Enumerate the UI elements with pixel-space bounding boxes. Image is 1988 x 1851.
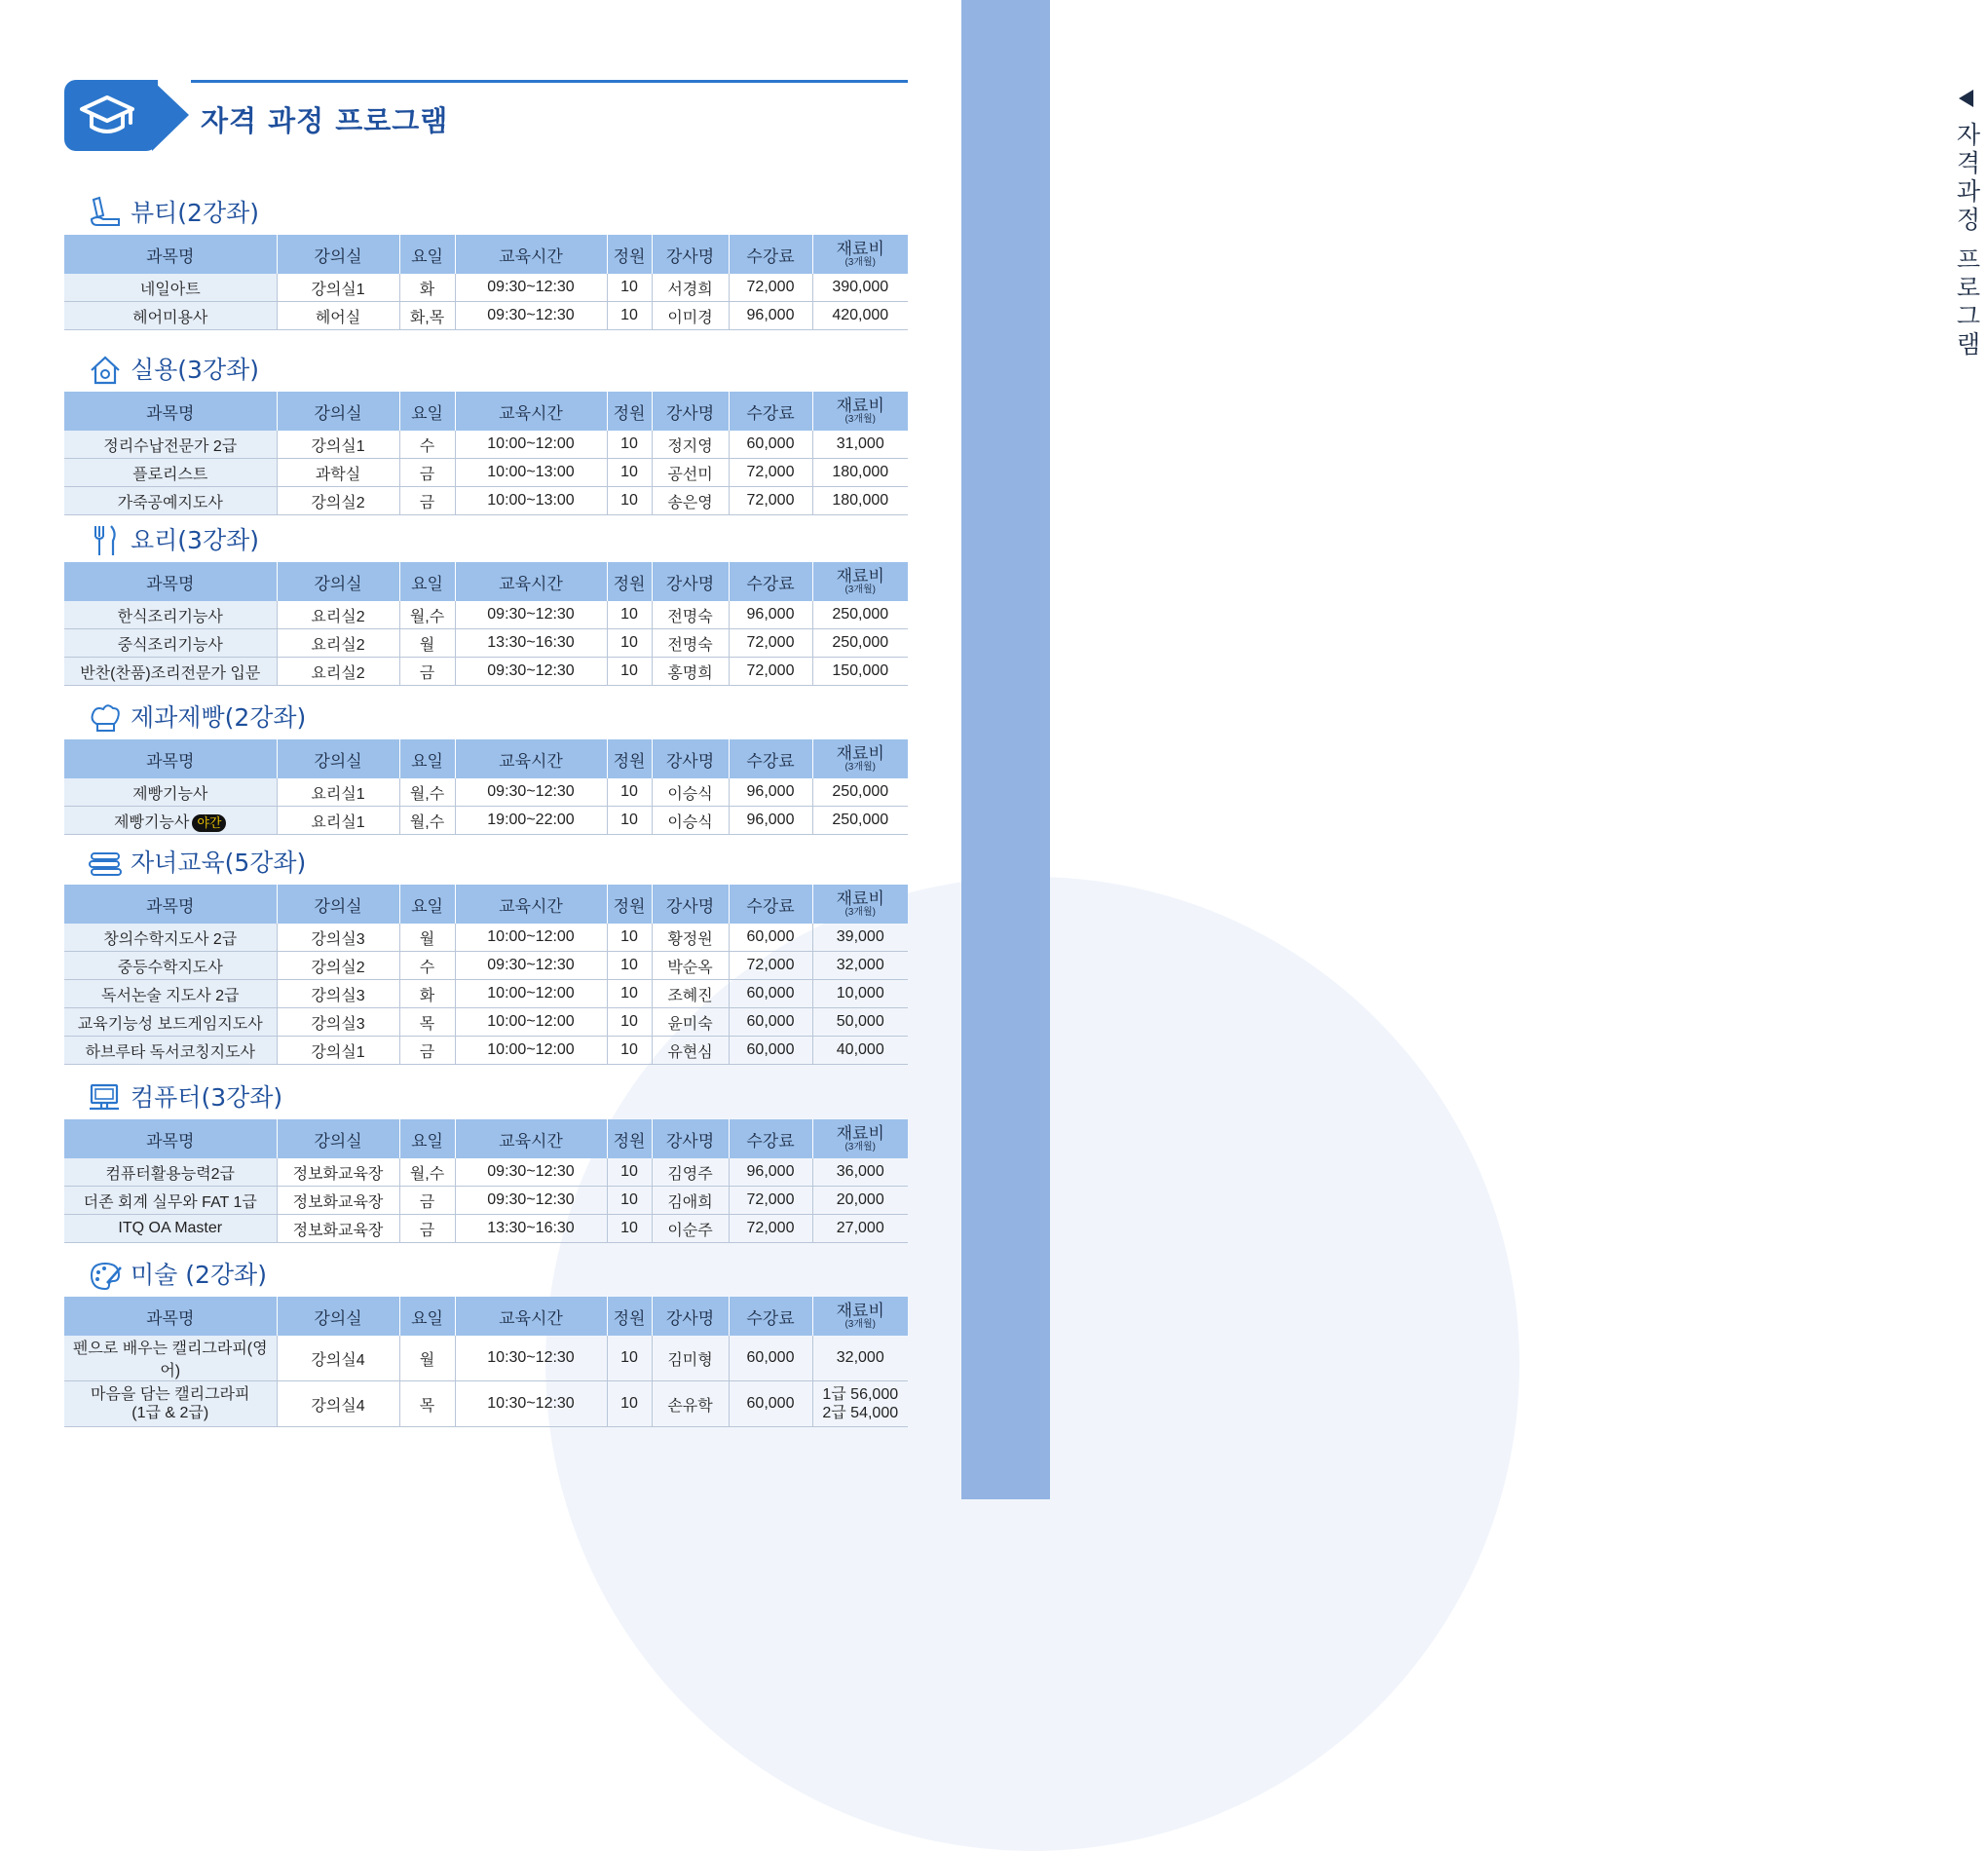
cell-time: 09:30~12:30 [455, 274, 607, 302]
cell-day: 수 [399, 431, 455, 459]
cell-material: 50,000 [812, 1008, 908, 1037]
column-header-material: 재료비 (3개월) [812, 562, 908, 601]
cell-room: 정보화교육장 [277, 1215, 399, 1243]
cell-room: 강의실1 [277, 274, 399, 302]
cell-room: 요리실2 [277, 658, 399, 686]
cell-capacity: 10 [607, 1008, 652, 1037]
cell-room: 강의실1 [277, 1037, 399, 1065]
cell-fee: 72,000 [729, 274, 812, 302]
course-table [64, 1297, 908, 1427]
cell-material: 250,000 [812, 601, 908, 629]
table-row [64, 1336, 908, 1381]
cell-day: 금 [399, 459, 455, 487]
cell-fee: 72,000 [729, 487, 812, 515]
cell-subject: 가죽공예지도사 [64, 487, 277, 515]
cell-subject: 컴퓨터활용능력2급 [64, 1158, 277, 1187]
cell-time: 09:30~12:30 [455, 952, 607, 980]
cell-capacity: 10 [607, 629, 652, 658]
column-header-capacity: 정원 [607, 235, 652, 274]
cell-material: 27,000 [812, 1215, 908, 1243]
cell-time: 10:30~12:30 [455, 1336, 607, 1381]
cell-material: 390,000 [812, 274, 908, 302]
cell-instructor: 송은영 [652, 487, 729, 515]
column-header-day: 요일 [399, 885, 455, 924]
column-header-fee: 수강료 [729, 235, 812, 274]
cell-subject: 창의수학지도사 2급 [64, 924, 277, 952]
course-section [64, 1077, 908, 1243]
section-heading [64, 1077, 908, 1119]
cell-subject: 하브루타 독서코칭지도사 [64, 1037, 277, 1065]
cell-day: 목 [399, 1381, 455, 1427]
column-header-time: 교육시간 [455, 885, 607, 924]
cell-room: 강의실1 [277, 431, 399, 459]
column-header-room: 강의실 [277, 885, 399, 924]
cell-day: 월,수 [399, 601, 455, 629]
cell-subject: 제빵기능사 야간 [64, 807, 277, 835]
side-tab-char: 자 [1956, 121, 1981, 149]
side-tab-char: 정 [1956, 206, 1981, 234]
column-header-fee: 수강료 [729, 562, 812, 601]
cell-time: 09:30~12:30 [455, 1187, 607, 1215]
cell-material: 20,000 [812, 1187, 908, 1215]
cell-subject: 헤어미용사 [64, 302, 277, 330]
column-header-room: 강의실 [277, 562, 399, 601]
side-tab-char: 과 [1956, 177, 1981, 206]
column-header-room: 강의실 [277, 739, 399, 778]
cell-instructor: 이순주 [652, 1215, 729, 1243]
column-header-time: 교육시간 [455, 235, 607, 274]
cell-day: 금 [399, 1037, 455, 1065]
page-title: 자격 과정 프로그램 [201, 104, 449, 137]
cell-instructor: 손유학 [652, 1381, 729, 1427]
cell-day: 화 [399, 274, 455, 302]
column-header-material: 재료비 (3개월) [812, 739, 908, 778]
cell-capacity: 10 [607, 807, 652, 835]
cell-fee: 60,000 [729, 924, 812, 952]
cell-material: 180,000 [812, 487, 908, 515]
cell-fee: 60,000 [729, 1037, 812, 1065]
table-header-row [64, 392, 908, 431]
table-row [64, 1037, 908, 1065]
triangle-left-icon [1959, 90, 1973, 107]
table-row [64, 1187, 908, 1215]
cell-fee: 96,000 [729, 807, 812, 835]
section-title: 제과제빵(2강좌) [131, 703, 307, 732]
column-header-capacity: 정원 [607, 739, 652, 778]
cell-time: 13:30~16:30 [455, 629, 607, 658]
cell-day: 화,목 [399, 302, 455, 330]
cell-time: 09:30~12:30 [455, 658, 607, 686]
cell-day: 수 [399, 952, 455, 980]
cell-subject: 마음을 담는 캘리그라피 (1급 & 2급) [64, 1381, 277, 1427]
cell-capacity: 10 [607, 1037, 652, 1065]
cell-capacity: 10 [607, 487, 652, 515]
cell-room: 정보화교육장 [277, 1158, 399, 1187]
cell-room: 요리실1 [277, 778, 399, 807]
cell-time: 09:30~12:30 [455, 778, 607, 807]
cell-capacity: 10 [607, 980, 652, 1008]
cell-fee: 96,000 [729, 1158, 812, 1187]
cell-subject: 네일아트 [64, 274, 277, 302]
cell-capacity: 10 [607, 459, 652, 487]
course-section [64, 192, 908, 330]
cell-fee: 72,000 [729, 629, 812, 658]
books-icon [88, 846, 123, 881]
column-header-room: 강의실 [277, 392, 399, 431]
cell-subject: 더존 회계 실무와 FAT 1급 [64, 1187, 277, 1215]
cell-material: 32,000 [812, 952, 908, 980]
cell-material: 150,000 [812, 658, 908, 686]
cell-day: 금 [399, 658, 455, 686]
cell-room: 과학실 [277, 459, 399, 487]
table-header-row [64, 1119, 908, 1158]
chef-hat-icon [88, 700, 123, 736]
header-badge-tip [152, 80, 189, 151]
cell-time: 10:00~12:00 [455, 924, 607, 952]
column-header-instructor: 강사명 [652, 739, 729, 778]
cell-day: 월,수 [399, 807, 455, 835]
table-row [64, 302, 908, 330]
cell-subject: 중식조리기능사 [64, 629, 277, 658]
table-row [64, 1008, 908, 1037]
cell-material: 420,000 [812, 302, 908, 330]
cell-time: 10:00~13:00 [455, 487, 607, 515]
course-section [64, 697, 908, 835]
course-section [64, 1254, 908, 1427]
column-header-material: 재료비 (3개월) [812, 1119, 908, 1158]
section-title: 컴퓨터(3강좌) [131, 1083, 283, 1112]
cell-capacity: 10 [607, 601, 652, 629]
cell-subject: 펜으로 배우는 캘리그라피(영어) [64, 1336, 277, 1381]
cell-instructor: 이승식 [652, 807, 729, 835]
cell-capacity: 10 [607, 274, 652, 302]
cell-room: 요리실2 [277, 601, 399, 629]
cell-subject: 반찬(찬품)조리전문가 입문 [64, 658, 277, 686]
cell-time: 13:30~16:30 [455, 1215, 607, 1243]
section-title: 뷰티(2강좌) [131, 199, 260, 227]
cell-capacity: 10 [607, 1215, 652, 1243]
table-row [64, 952, 908, 980]
table-row [64, 487, 908, 515]
side-tab-char: 프 [1956, 246, 1981, 274]
column-header-time: 교육시간 [455, 392, 607, 431]
cell-subject: 독서논술 지도사 2급 [64, 980, 277, 1008]
column-header-capacity: 정원 [607, 1119, 652, 1158]
cell-instructor: 전명숙 [652, 601, 729, 629]
cell-day: 금 [399, 487, 455, 515]
table-row [64, 601, 908, 629]
side-tab-char: 램 [1956, 330, 1981, 359]
column-header-day: 요일 [399, 1297, 455, 1336]
cell-capacity: 10 [607, 1336, 652, 1381]
cell-instructor: 김영주 [652, 1158, 729, 1187]
house-icon [88, 353, 123, 388]
cell-subject: 제빵기능사 [64, 778, 277, 807]
cell-capacity: 10 [607, 658, 652, 686]
cell-capacity: 10 [607, 778, 652, 807]
column-header-fee: 수강료 [729, 392, 812, 431]
table-row [64, 1215, 908, 1243]
column-header-day: 요일 [399, 739, 455, 778]
column-header-material: 재료비 (3개월) [812, 1297, 908, 1336]
header-badge [64, 80, 158, 151]
cell-fee: 60,000 [729, 1008, 812, 1037]
cell-material: 250,000 [812, 629, 908, 658]
column-header-subject: 과목명 [64, 1297, 277, 1336]
column-header-room: 강의실 [277, 1119, 399, 1158]
cell-room: 강의실3 [277, 1008, 399, 1037]
course-table [64, 235, 908, 330]
cell-day: 금 [399, 1187, 455, 1215]
cell-fee: 72,000 [729, 1187, 812, 1215]
table-row [64, 431, 908, 459]
cell-fee: 60,000 [729, 980, 812, 1008]
column-header-subject: 과목명 [64, 235, 277, 274]
cell-time: 10:30~12:30 [455, 1381, 607, 1427]
cell-material: 39,000 [812, 924, 908, 952]
column-header-instructor: 강사명 [652, 1119, 729, 1158]
course-table [64, 1119, 908, 1243]
cell-room: 요리실2 [277, 629, 399, 658]
cell-room: 강의실3 [277, 980, 399, 1008]
section-heading [64, 349, 908, 392]
cell-day: 금 [399, 1215, 455, 1243]
section-title: 실용(3강좌) [131, 356, 260, 384]
cell-material: 250,000 [812, 778, 908, 807]
cell-time: 10:00~12:00 [455, 1008, 607, 1037]
cell-day: 월 [399, 1336, 455, 1381]
table-header-row [64, 562, 908, 601]
header-rule [191, 80, 908, 83]
column-header-fee: 수강료 [729, 1119, 812, 1158]
cell-time: 09:30~12:30 [455, 1158, 607, 1187]
cell-material: 10,000 [812, 980, 908, 1008]
cell-instructor: 이미경 [652, 302, 729, 330]
column-header-fee: 수강료 [729, 885, 812, 924]
cell-instructor: 황정원 [652, 924, 729, 952]
column-header-instructor: 강사명 [652, 562, 729, 601]
cell-capacity: 10 [607, 952, 652, 980]
column-header-capacity: 정원 [607, 562, 652, 601]
side-tab[interactable] [961, 0, 1981, 1499]
section-heading [64, 1254, 908, 1297]
column-header-time: 교육시간 [455, 739, 607, 778]
cell-fee: 96,000 [729, 601, 812, 629]
cell-time: 09:30~12:30 [455, 601, 607, 629]
side-tab-char: 그 [1956, 302, 1981, 330]
palette-icon [88, 1258, 123, 1293]
column-header-time: 교육시간 [455, 562, 607, 601]
table-row [64, 658, 908, 686]
table-row [64, 980, 908, 1008]
cell-capacity: 10 [607, 924, 652, 952]
cell-instructor: 유현심 [652, 1037, 729, 1065]
table-header-row [64, 885, 908, 924]
table-row [64, 807, 908, 835]
cell-fee: 72,000 [729, 1215, 812, 1243]
column-header-day: 요일 [399, 235, 455, 274]
cell-subject: 중등수학지도사 [64, 952, 277, 980]
cell-material: 31,000 [812, 431, 908, 459]
cell-day: 화 [399, 980, 455, 1008]
column-header-subject: 과목명 [64, 739, 277, 778]
pen-hand-icon [88, 196, 123, 231]
table-row [64, 274, 908, 302]
column-header-subject: 과목명 [64, 885, 277, 924]
cell-fee: 60,000 [729, 1336, 812, 1381]
column-header-room: 강의실 [277, 1297, 399, 1336]
column-header-material: 재료비 (3개월) [812, 885, 908, 924]
section-heading [64, 519, 908, 562]
cell-fee: 72,000 [729, 658, 812, 686]
section-heading [64, 697, 908, 739]
column-header-fee: 수강료 [729, 1297, 812, 1336]
course-section [64, 519, 908, 686]
cell-room: 강의실2 [277, 952, 399, 980]
column-header-instructor: 강사명 [652, 235, 729, 274]
cell-subject: 플로리스트 [64, 459, 277, 487]
column-header-material: 재료비 (3개월) [812, 392, 908, 431]
cell-instructor: 서경희 [652, 274, 729, 302]
cell-subject: 한식조리기능사 [64, 601, 277, 629]
side-tab-char: 로 [1956, 274, 1981, 302]
cell-room: 요리실1 [277, 807, 399, 835]
cell-subject: 정리수납전문가 2급 [64, 431, 277, 459]
cell-subject: 교육기능성 보드게임지도사 [64, 1008, 277, 1037]
table-row [64, 629, 908, 658]
table-row [64, 778, 908, 807]
cell-instructor: 박순옥 [652, 952, 729, 980]
column-header-day: 요일 [399, 392, 455, 431]
cell-instructor: 정지영 [652, 431, 729, 459]
cell-time: 10:00~12:00 [455, 980, 607, 1008]
cell-instructor: 이승식 [652, 778, 729, 807]
cell-instructor: 전명숙 [652, 629, 729, 658]
cell-fee: 60,000 [729, 431, 812, 459]
cell-room: 강의실3 [277, 924, 399, 952]
cell-room: 강의실4 [277, 1336, 399, 1381]
column-header-room: 강의실 [277, 235, 399, 274]
column-header-subject: 과목명 [64, 562, 277, 601]
section-heading [64, 842, 908, 885]
cell-fee: 72,000 [729, 952, 812, 980]
cell-material: 32,000 [812, 1336, 908, 1381]
cell-material: 180,000 [812, 459, 908, 487]
table-header-row [64, 739, 908, 778]
course-table [64, 392, 908, 515]
column-header-capacity: 정원 [607, 1297, 652, 1336]
section-title: 자녀교육(5강좌) [131, 849, 307, 877]
cell-fee: 72,000 [729, 459, 812, 487]
column-header-capacity: 정원 [607, 392, 652, 431]
cell-instructor: 공선미 [652, 459, 729, 487]
table-header-row [64, 1297, 908, 1336]
table-row [64, 1158, 908, 1187]
side-tab-label [1949, 121, 1988, 359]
cell-room: 강의실2 [277, 487, 399, 515]
cell-material: 40,000 [812, 1037, 908, 1065]
section-title: 요리(3강좌) [131, 526, 260, 554]
cell-room: 헤어실 [277, 302, 399, 330]
cell-capacity: 10 [607, 1381, 652, 1427]
course-table [64, 885, 908, 1065]
section-title: 미술 (2강좌) [131, 1261, 267, 1289]
cell-day: 목 [399, 1008, 455, 1037]
cell-capacity: 10 [607, 431, 652, 459]
cell-capacity: 10 [607, 1158, 652, 1187]
cell-material: 250,000 [812, 807, 908, 835]
cell-fee: 60,000 [729, 1381, 812, 1427]
cell-time: 10:00~13:00 [455, 459, 607, 487]
table-row [64, 459, 908, 487]
cell-instructor: 김미형 [652, 1336, 729, 1381]
cell-subject: ITQ OA Master [64, 1215, 277, 1243]
cell-time: 09:30~12:30 [455, 302, 607, 330]
course-table [64, 562, 908, 686]
cell-time: 10:00~12:00 [455, 431, 607, 459]
cell-instructor: 홍명희 [652, 658, 729, 686]
column-header-instructor: 강사명 [652, 885, 729, 924]
column-header-day: 요일 [399, 1119, 455, 1158]
cell-capacity: 10 [607, 302, 652, 330]
cell-fee: 96,000 [729, 778, 812, 807]
column-header-material: 재료비 (3개월) [812, 235, 908, 274]
night-badge: 야간 [192, 814, 226, 832]
column-header-capacity: 정원 [607, 885, 652, 924]
cell-time: 19:00~22:00 [455, 807, 607, 835]
table-header-row [64, 235, 908, 274]
cell-material: 1급 56,000 2급 54,000 [812, 1381, 908, 1427]
cell-time: 10:00~12:00 [455, 1037, 607, 1065]
table-row [64, 924, 908, 952]
cell-room: 정보화교육장 [277, 1187, 399, 1215]
cell-instructor: 윤미숙 [652, 1008, 729, 1037]
table-row [64, 1381, 908, 1427]
course-table [64, 739, 908, 835]
computer-icon [88, 1080, 123, 1115]
side-tab-char: 격 [1956, 149, 1981, 177]
cell-material: 36,000 [812, 1158, 908, 1187]
cell-day: 월,수 [399, 1158, 455, 1187]
column-header-instructor: 강사명 [652, 392, 729, 431]
course-section [64, 842, 908, 1065]
course-section [64, 349, 908, 515]
fork-knife-icon [88, 523, 123, 558]
cell-capacity: 10 [607, 1187, 652, 1215]
section-heading [64, 192, 908, 235]
cell-day: 월 [399, 924, 455, 952]
graduation-cap-icon [76, 92, 138, 140]
cell-instructor: 김애희 [652, 1187, 729, 1215]
column-header-time: 교육시간 [455, 1119, 607, 1158]
column-header-time: 교육시간 [455, 1297, 607, 1336]
column-header-day: 요일 [399, 562, 455, 601]
cell-instructor: 조혜진 [652, 980, 729, 1008]
column-header-subject: 과목명 [64, 1119, 277, 1158]
side-tab-char [1949, 234, 1988, 246]
cell-fee: 96,000 [729, 302, 812, 330]
cell-room: 강의실4 [277, 1381, 399, 1427]
column-header-fee: 수강료 [729, 739, 812, 778]
column-header-instructor: 강사명 [652, 1297, 729, 1336]
cell-day: 월 [399, 629, 455, 658]
cell-day: 월,수 [399, 778, 455, 807]
column-header-subject: 과목명 [64, 392, 277, 431]
